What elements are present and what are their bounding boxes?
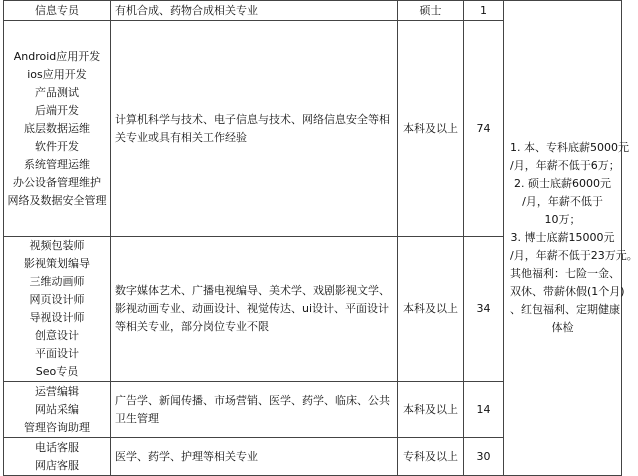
recruitment-table [3,0,638,476]
benefit-line: 其他福利：七险一金、 [510,267,620,280]
headcount-cell: 1 [464,1,504,21]
education-cell: 硕士 [398,1,464,21]
benefit-line: 、红包福利、定期健康 [510,303,620,316]
major-requirement: 有机合成、药物合成相关专业 [115,3,258,17]
benefit-line: /月，年薪不低于23万元。 [510,249,638,262]
headcount-cell: 74 [464,21,504,237]
benefit-line: 2. 硕士底薪6000元 [514,177,611,190]
position-cell [4,382,111,438]
benefits-cell [504,1,638,476]
position-name: 底层数据运维 [24,121,90,135]
major-cell [111,237,398,382]
benefit-line: /月，年薪不低于6万； [510,159,620,172]
benefit-line: 双休、带薪休假(1个月) [510,285,625,298]
position-name: 管理咨询助理 [24,420,90,434]
position-name: Android应用开发 [13,49,101,63]
major-cell [111,1,398,21]
position-name: 电话客服 [35,440,79,454]
benefit-line: 10万； [544,213,581,226]
benefit-line: 3. 博士底薪15000元 [510,231,615,244]
education-cell: 专科及以上 [398,438,464,476]
position-name: 影视策划编导 [24,257,90,270]
headcount-cell: 34 [464,237,504,382]
position-name: 软件开发 [35,139,79,153]
major-requirement: 医学、药学、护理等相关专业 [115,449,258,463]
headcount-cell: 14 [464,382,504,438]
position-cell [4,21,111,237]
position-name: 平面设计 [35,347,79,360]
position-name: 网络及数据安全管理 [7,193,107,207]
benefit-line: 1. 本、专科底薪5000元 [510,141,629,154]
education-cell: 本科及以上 [398,382,464,438]
position-name: 网店客服 [35,458,79,472]
major-requirement: 广告学、新闻传播、市场营销、医学、药学、临床、公共卫生管理 [115,393,390,425]
position-name: 视频包装师 [29,239,85,252]
position-name: 后端开发 [35,103,79,117]
major-requirement: 计算机科学与技术、电子信息与技术、网络信息安全等相关专业或具有相关工作经验 [115,112,390,144]
position-cell [4,237,111,382]
major-cell [111,382,398,438]
position-name: Seo专员 [35,365,79,378]
position-name: 网站采编 [35,402,79,416]
education-cell: 本科及以上 [398,21,464,237]
position-name: 办公设备管理维护 [13,175,101,189]
headcount-cell: 30 [464,438,504,476]
position-name: ios应用开发 [27,67,87,81]
major-requirement: 数字媒体艺术、广播电视编导、美术学、戏剧影视文学、影视动画专业、动画设计、视觉传达、ui设计、平面设计等相关专业，部分岗位专业不限 [115,284,390,333]
major-cell [111,438,398,476]
position-name: 系统管理运维 [24,157,90,171]
position-name: 产品测试 [35,85,79,99]
benefit-line: 体检 [551,321,574,334]
position-name: 导视设计师 [29,311,85,324]
position-name: 三维动画师 [29,275,85,288]
position-cell [4,1,111,21]
major-cell [111,21,398,237]
education-cell: 本科及以上 [398,237,464,382]
benefit-line: /月，年薪不低于 [522,195,603,208]
position-name: 网页设计师 [29,293,85,306]
position-name: 运营编辑 [35,384,79,398]
position-cell [4,438,111,476]
position-name: 信息专员 [35,3,79,17]
table-row [4,1,622,21]
position-name: 创意设计 [35,329,79,342]
